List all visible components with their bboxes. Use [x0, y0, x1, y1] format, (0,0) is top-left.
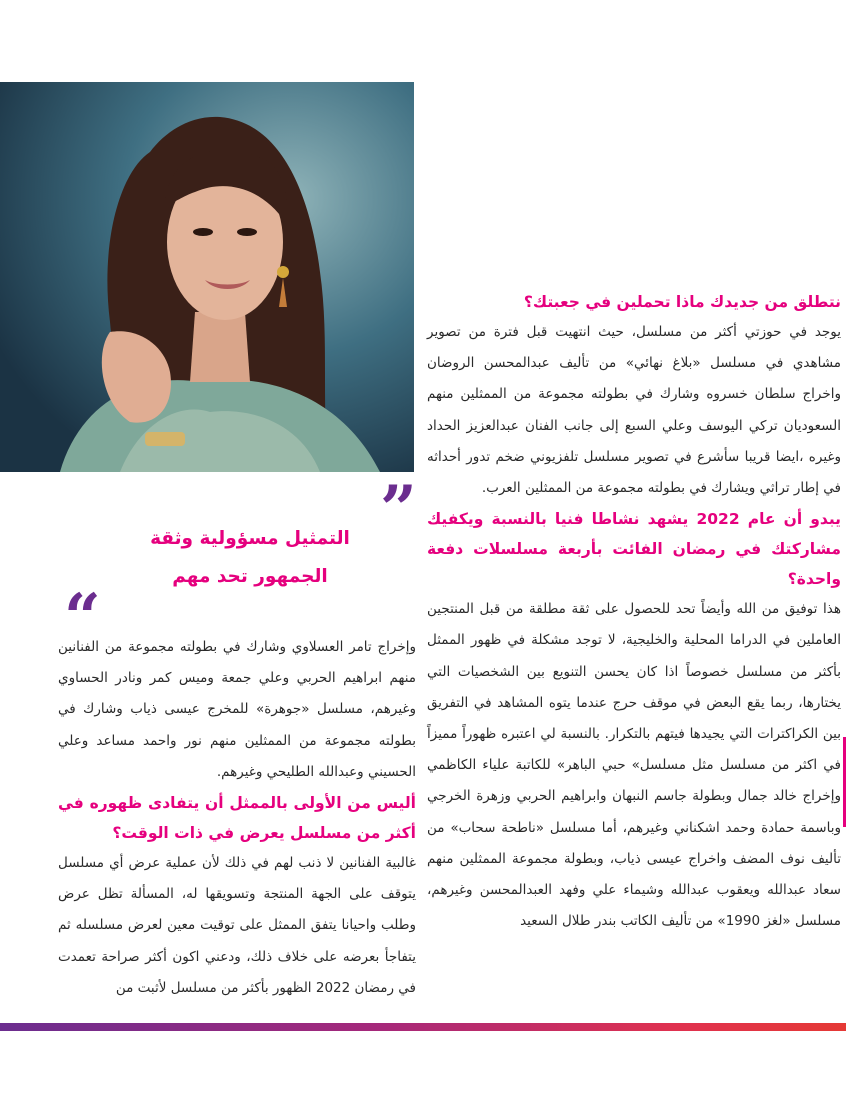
question-heading: يبدو أن عام 2022 يشهد نشاطا فنيا بالنسبة ويكفيك مشاركتك في رمضان الفائت بأربعة مسلسلات دفعة واحدة؟	[427, 510, 841, 589]
portrait-illustration	[0, 82, 414, 472]
answer-paragraph: هذا توفيق من الله وأيضاً تحد للحصول على ثقة مطلقة من قبل المنتجين العاملين في الدراما المحلية والخليجية، لا توجد مشكلة في ظهور الممثل بأكثر من مسلسل خصوصاً اذا كان يحسن التنويع بين الشخصيات التي يختارها، ربما يقع البعض في موقف حرج عندما يتوه المشاهد في التفريق بين الكراكترات التي يجيدها فيتهم بالتكرار. بالنسبة لي اعتبره ظهوراً مميزاً في اكثر من مسلسل مثل مسلسل» حبي الباهر» للكاتبة علياء الكاظمي وإخراج خالد جمال وبطولة جاسم النبهان وابراهيم الحربي وزهرة الخرجي وباسمة حمادة وحمد اشكناني وغيرهم، أما مسلسل «ناطحة سحاب» من تأليف نوف المضف واخراج عيسى ذياب، وبطولة مجموعة الممثلين منهم سعاد عبدالله ويعقوب عبدالله وشيماء علي وفهد العبدالمحسن وغيرهم، مسلسل «لغز 1990» من تأليف الكاتب بندر طلال السعيد	[427, 601, 841, 930]
pull-quote-line-1: التمثيل مسؤولية وثقة	[150, 528, 350, 549]
answer-paragraph: غالبية الفنانين لا ذنب لهم في ذلك لأن عملية عرض أي مسلسل يتوقف على الجهة المنتجة وتسويقها له، المسألة تظل عرض وطلب واحيانا يتفق الممثل على توقيت معين لعرض مسلسله ثم يتفاجأ بعرضه على خلاف ذلك، ودعني اكون أكثر صراحة تعمدت في رمضان 2022 الظهور بأكثر من مسلسل لأثبت من	[58, 855, 416, 996]
question-heading: نتطلق من جديدك ماذا تحملين في جعبتك؟	[523, 293, 841, 311]
opening-quote-mark-icon: “	[64, 580, 101, 655]
answer-paragraph: يوجد في حوزتي أكثر من مسلسل، حيث انتهيت قبل فترة من تصوير مشاهدي في مسلسل «بلاغ نهائي» من تأليف عبدالمحسن الروضان واخراج سلطان خسروه وشارك في بطولته مجموعة من الممثلين منهم السعوديان تركي اليوسف وعلي السبع إلى جانب الفنان عبدالعزيز الحداد وغيره ،ايضا قريبا سأشرع في تصوير مسلسل تلفزيوني ضخم تدور أحداثه في إطار تراثي ويشارك في بطولته مجموعة من الممثلين العرب.	[427, 324, 841, 497]
footer-gradient-bar	[0, 1023, 846, 1031]
pull-quote-line-2: الجمهور تحد مهم	[172, 566, 328, 587]
pull-quote	[100, 520, 400, 596]
answer-paragraph: وإخراج تامر العسلاوي وشارك في بطولته مجموعة من الفنانين منهم ابراهيم الحربي وعلي جمعة وميس كمر ونادر الحساوي وغيرهم، مسلسل «جوهرة» للمخرج عيسى ذياب وشارك في بطولته مجموعة من الممثلين منهم نور واحمد مساعد وعلي الحسيني وعبدالله الطليحي وغيرهم.	[58, 639, 416, 780]
question-heading: أليس من الأولى بالممثل أن يتفادى ظهوره في أكثر من مسلسل يعرض في ذات الوقت؟	[58, 794, 416, 843]
closing-quote-mark-icon: ”	[380, 472, 417, 547]
right-article-column	[427, 287, 841, 937]
left-article-column	[58, 632, 416, 1004]
portrait-photo	[0, 82, 414, 472]
